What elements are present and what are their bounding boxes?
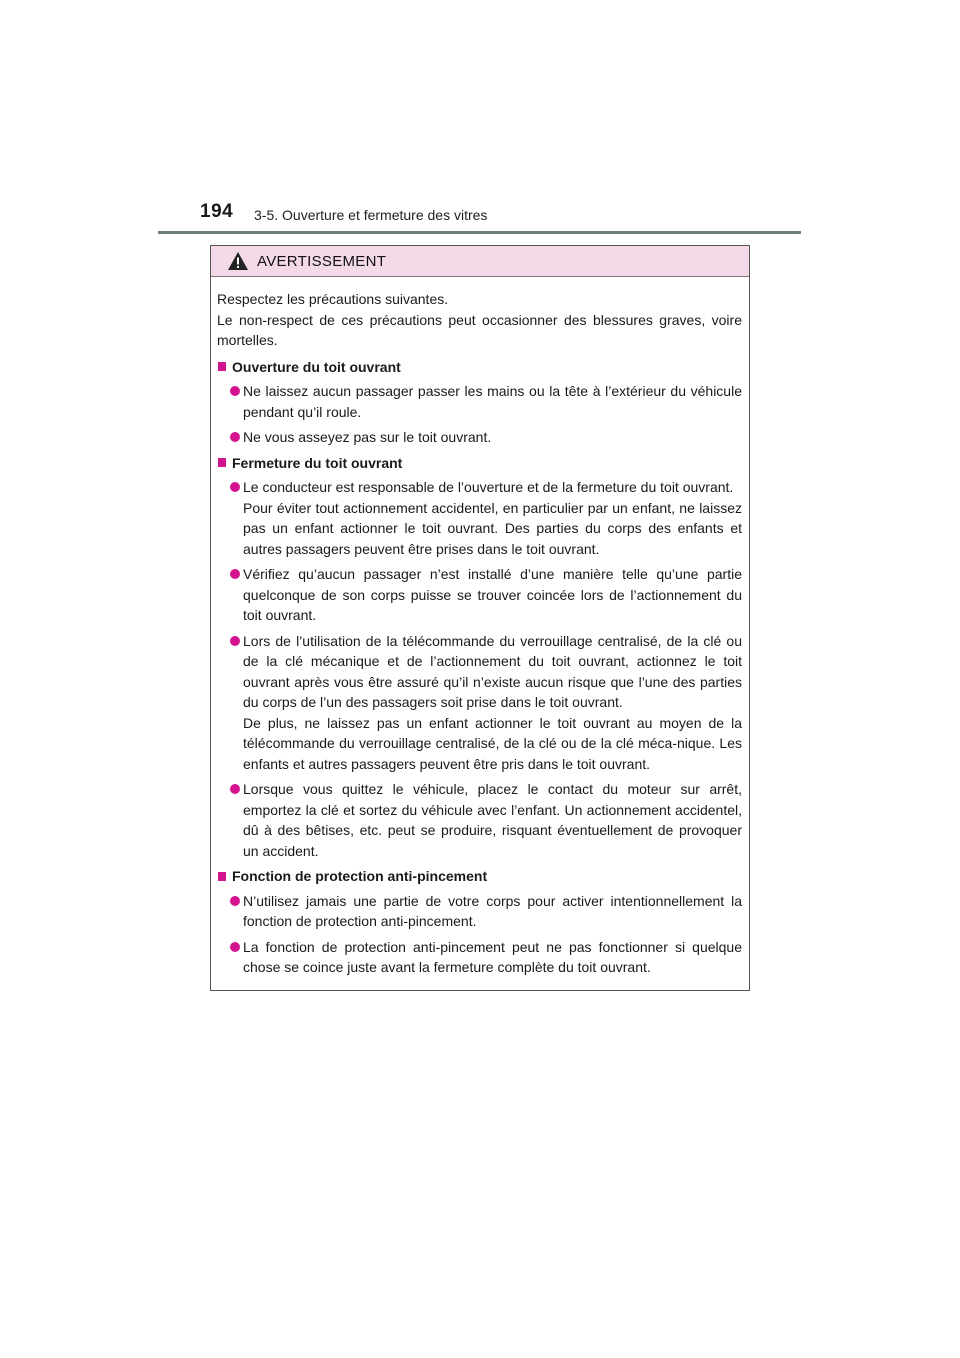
list-item bbox=[217, 381, 742, 422]
item-text: Lors de l’utilisation de la télécommande du verrouillage centralisé, de la clé ou de la clé mécanique et de l’actionnement du toit ouvrant, actionnez le toit ouvrant après vous être assuré qu’il n’existe aucun risque que l’une des parties du corps de l’un des passagers soit prise dans le toit ouvrant. bbox=[243, 632, 742, 710]
list-item bbox=[217, 631, 742, 775]
circle-bullet-icon bbox=[230, 636, 240, 646]
intro-line: Respectez les précautions suivantes. bbox=[217, 291, 449, 307]
circle-bullet-icon bbox=[230, 942, 240, 952]
section-heading-text: Fermeture du toit ouvrant bbox=[232, 454, 403, 471]
item-text: Lorsque vous quittez le véhicule, placez le contact du moteur sur arrêt, emportez la clé et sortez du véhicule avec l’enfant. Un actionnement accidentel, dû à des bêtises, etc. peut se produire, risquant éventuellement de provoquer un accident. bbox=[243, 781, 742, 859]
warning-title: AVERTISSEMENT bbox=[257, 252, 387, 270]
intro-line: Le non-respect de ces précautions peut occasionner des blessures graves, voire mortelles. bbox=[217, 311, 742, 348]
page-header bbox=[0, 0, 960, 240]
item-text-extra: Pour éviter tout actionnement accidentel, en particulier par un enfant, ne laissez pas un enfant actionner le toit ouvrant. Des parties du corps des enfants et autres passagers peuvent être prises dans le toit ouvrant. bbox=[243, 499, 742, 557]
section-heading bbox=[217, 357, 742, 378]
section-heading-text: Fonction de protection anti-pincement bbox=[232, 868, 488, 884]
section-heading bbox=[217, 866, 742, 887]
circle-bullet-icon bbox=[230, 386, 240, 396]
item-text-extra: De plus, ne laissez pas un enfant actionner le toit ouvrant au moyen de la télécommande du verrouillage centralisé, de la clé ou de la clé méca-nique. Les enfants et autres passagers peuvent être pris dans le toit ouvrant. bbox=[243, 714, 742, 772]
list-item bbox=[217, 564, 742, 626]
circle-bullet-icon bbox=[230, 896, 240, 906]
header-divider bbox=[158, 231, 801, 234]
section-list bbox=[217, 381, 742, 448]
square-bullet-icon bbox=[218, 362, 226, 371]
warning-intro bbox=[217, 289, 742, 351]
warning-triangle-icon bbox=[227, 251, 249, 271]
page-number: 194 bbox=[200, 201, 234, 222]
item-text: N’utilisez jamais une partie de votre corps pour activer intentionnellement la fonction de protection anti-pincement. bbox=[243, 892, 742, 929]
list-item bbox=[217, 779, 742, 861]
warning-box bbox=[210, 245, 750, 991]
circle-bullet-icon bbox=[230, 482, 240, 492]
list-item bbox=[217, 937, 742, 978]
item-text: Ne vous asseyez pas sur le toit ouvrant. bbox=[243, 429, 492, 445]
circle-bullet-icon bbox=[230, 784, 240, 794]
item-text: Vérifiez qu’aucun passager n’est installé d’une manière telle qu’une partie quelconque de son corps puisse se trouver coincée lors de l’actionnement du toit ouvrant. bbox=[243, 566, 742, 623]
section-heading-text: Ouverture du toit ouvrant bbox=[232, 358, 401, 375]
item-text: Le conducteur est responsable de l’ouverture et de la fermeture du toit ouvrant. bbox=[243, 479, 734, 495]
item-text: Ne laissez aucun passager passer les mains ou la tête à l’extérieur du véhicule pendant qu’il roule. bbox=[243, 383, 742, 420]
circle-bullet-icon bbox=[230, 432, 240, 442]
section-title: 3-5. Ouverture et fermeture des vitres bbox=[254, 207, 488, 223]
section-heading bbox=[217, 453, 742, 474]
list-item bbox=[217, 427, 742, 448]
item-text: La fonction de protection anti-pincement peut ne pas fonctionner si quelque chose se coince juste avant la fermeture complète du toit ouvrant. bbox=[243, 938, 742, 975]
section-list bbox=[217, 891, 742, 978]
warning-body bbox=[211, 277, 749, 978]
square-bullet-icon bbox=[218, 872, 226, 881]
section-list bbox=[217, 477, 742, 861]
list-item bbox=[217, 891, 742, 932]
list-item bbox=[217, 477, 742, 559]
square-bullet-icon bbox=[218, 458, 226, 467]
circle-bullet-icon bbox=[230, 569, 240, 579]
warning-header bbox=[211, 246, 749, 277]
